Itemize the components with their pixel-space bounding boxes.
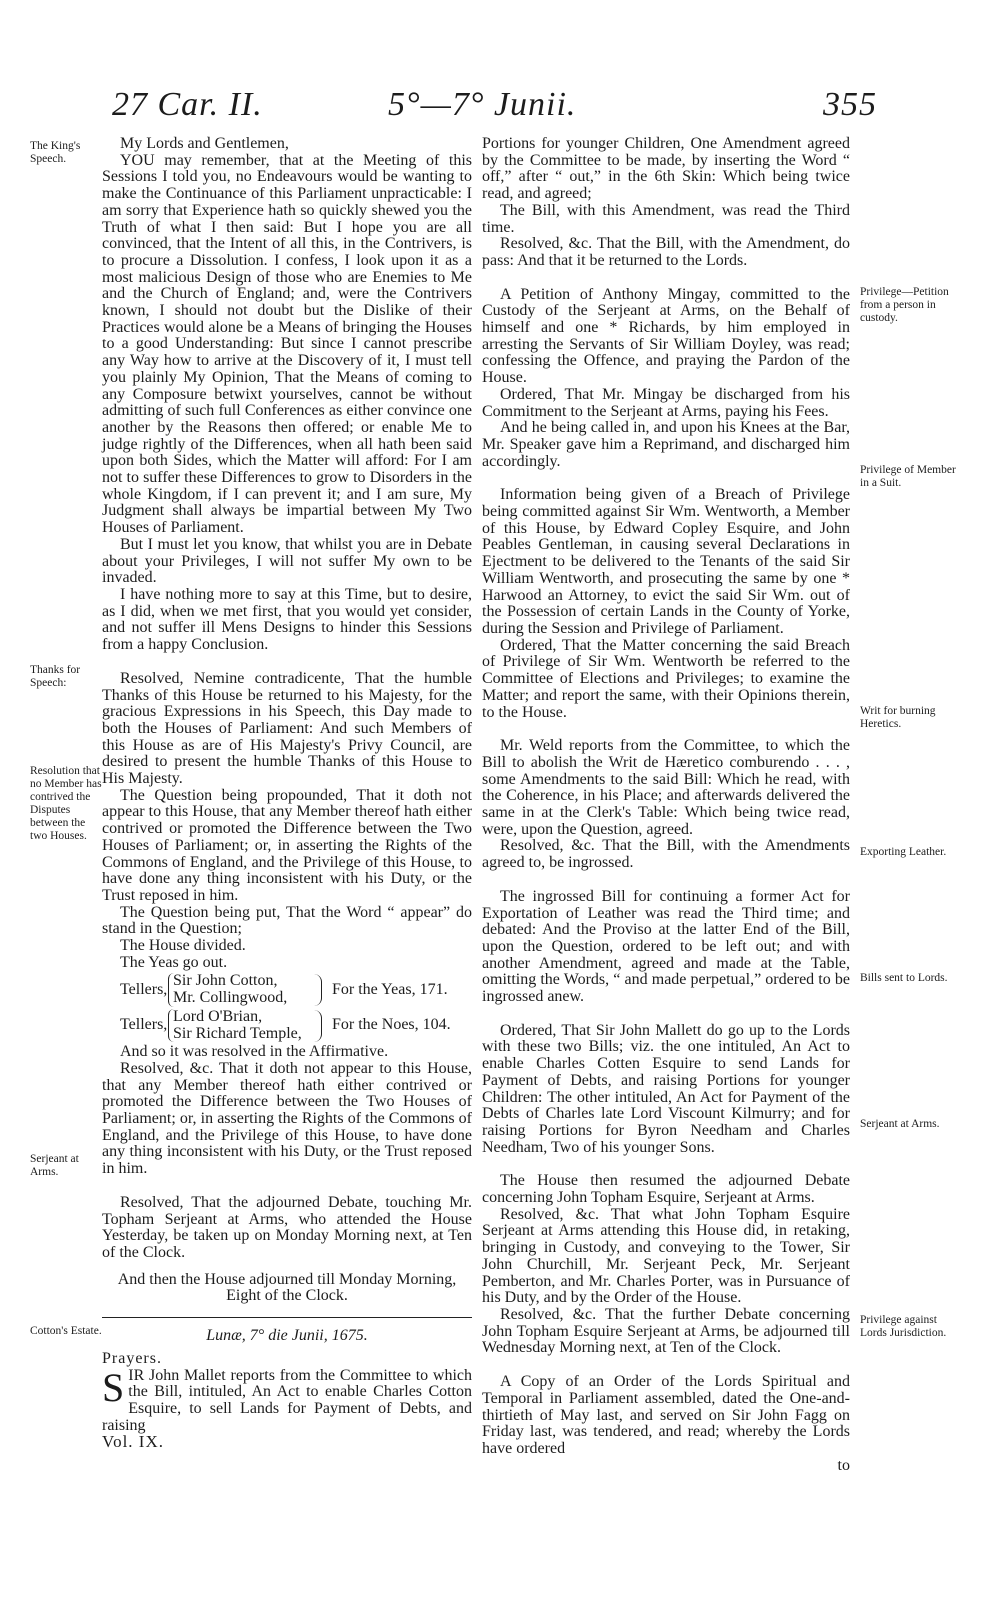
body-paragraph: Resolved, &c. That the Bill, with the Amendments agreed to, be ingrossed. xyxy=(482,837,850,872)
yeas-go-out: The Yeas go out. xyxy=(120,953,228,971)
mallet-report-text: IR John Mallet reports from the Committee to which the Bill, intituled, An Act to enable Charles Cotton Esquire, to sell Lands for Payment of Debts, and raising xyxy=(102,1366,472,1434)
section-rule xyxy=(102,1317,472,1318)
date-heading: Lunæ, 7° die Junii, 1675. xyxy=(206,1327,368,1345)
margin-note-serjeant: Serjeant at Arms. xyxy=(30,1153,79,1178)
margin-note-serjeant-right: Serjeant at Arms. xyxy=(860,1118,940,1130)
teller-name: Lord O'Brian, xyxy=(173,1007,263,1025)
teller-name: Sir Richard Temple, xyxy=(173,1024,302,1042)
header-regnal-year: 27 Car. II. xyxy=(112,86,263,123)
mallett-order: Ordered, That Sir John Mallett do go up to the Lords with these two Bills; viz. the one intituled, An Act to enable Charles Cotten Esquire to send Lands for Payment of Debts, and raising Portions for younger Children: The other intituled, An Act for Payment of the Debts of Charles late Lord Viscount Kilmurry; and for raising Portions for Byron Needham and Charles Needham, Two of his younger Sons. xyxy=(482,1021,850,1156)
resolution-paragraph: Resolved, &c. That it doth not appear to this House, that any Member thereof hath either contrived or promoted the Difference between the Two Houses of Parliament; or, in asserting the Rights of the Commons of England, and the Privilege of this House, to have done any thing inconsistent with his Duty, or the Trust reposed in him. xyxy=(102,1059,472,1178)
right-column xyxy=(482,136,850,1474)
speech-salutation: My Lords and Gentlemen, xyxy=(120,135,289,152)
body-paragraph: Resolved, &c. That the further Debate concerning John Topham Esquire Serjeant at Arms, be adjourned till Wednesday Morning next, at Ten of the Clock. xyxy=(482,1306,850,1357)
topham-debate: The House then resumed the adjourned Debate concerning John Topham Esquire, Serjeant at Arms. xyxy=(482,1172,850,1207)
prayers-heading: Prayers. xyxy=(102,1349,162,1367)
margin-note-cotton: Cotton's Estate. xyxy=(30,1325,102,1337)
left-column xyxy=(102,136,472,1451)
speech-paragraph: I have nothing more to say at this Time, but to desire, as I did, when we met first, that you would yet consider, and not suffer ill Mens Designs to hinder this Sessions from a happy Conclusion. xyxy=(102,585,472,654)
margin-note-leather: Exporting Leather. xyxy=(860,846,947,858)
margin-note-resolution: Resolution that no Member has contrived the Disputes between the two Houses. xyxy=(30,765,102,842)
body-paragraph: Portions for younger Children, One Amendment agreed by the Committee to be made, by inserting the Word “ off,” after “ out,” in the 6th Skin: Which being twice read, and agreed; xyxy=(482,135,850,203)
yeas-vote: For the Yeas, 171. xyxy=(332,980,448,998)
body-paragraph: Ordered, That the Matter concerning the said Breach of Privilege of Sir Wm. Wentworth be referred to the Committee of Elections and Privileges; to examine the Matter; and report the same, with their Opinions therein, to the House. xyxy=(482,636,850,721)
teller-names xyxy=(168,1009,309,1042)
body-paragraph: And he being called in, and upon his Knees at the Bar, Mr. Speaker gave him a Reprimand, and discharged him accordingly. xyxy=(482,419,850,470)
thanks-resolution: Resolved, Nemine contradicente, That the humble Thanks of this House be returned to his Majesty, for the gracious Expressions in his Speech, this Day made to both the Houses of Parliament: And such Members of this House as are of His Majesty's Privy Council, are desired to present the humble Thanks of this House to His Majesty. xyxy=(102,669,472,788)
page-number: 355 xyxy=(823,86,877,123)
question-put: The Question being put, That the Word “ appear” do stand in the Question; xyxy=(102,903,472,938)
body-paragraph: The Bill, with this Amendment, was read the Third time. xyxy=(482,201,850,236)
catchword: to xyxy=(837,1456,850,1474)
margin-note-thanks: Thanks for Speech: xyxy=(30,664,81,689)
brace xyxy=(309,974,322,1006)
house-divided: The House divided. xyxy=(120,937,246,955)
tellers-label: Tellers, xyxy=(120,1016,168,1034)
wentworth-information: Information being given of a Breach of Privilege being committed against Sir Wm. Wentworth, a Member of this House, by Edward Copley Esquire, and John Peables Gentleman, in causing several Declarations in Ejectment to be delivered to the Tenants of the said Sir William Wentworth, and prosecuting the same by one * Harwood an Attorney, to evict the said Sir Wm. out of the Possession of certain Lands in the County of Yorke, during the Session and Privilege of Parliament. xyxy=(482,486,850,637)
margin-note-kings-speech: The King's Speech. xyxy=(30,140,81,165)
mingay-petition: A Petition of Anthony Mingay, committed to the Custody of the Serjeant at Arms, on the Behalf of himself and one * Richards, by him employed in arresting the Servants of Sir William Doyley, was read; confessing the Offence, and praying the Pardon of the House. xyxy=(482,285,850,387)
speech-paragraph: YOU may remember, that at the Meeting of this Sessions I told you, no Endeavours would be wanting to make the Continuance of this Parliament unpracticable: I am sorry that Experience hath so quickly shewed you the Truth of what I then said: But I hope you are all convinced, that the Intent of all this, in the Contrivers, is to procure a Dissolution. I confess, I look upon it as a most malicious Design of those who are Enemies to Me and the Church of England; and, were the Contrivers known, I should not doubt but the Dislike of their Practices would alone be a Means of bringing the Houses to a good Understanding: But since I cannot prescribe any Way how to arrive at the Discovery of it, I must tell you plainly My Opinion, That the Means of coming to any Composure betwixt yourselves, cannot be without admitting of such full Conferences as either convince one another by the Reasons then offered; or enable Me to judge rightly of the Differences, when all hath been said upon both Sides, which the Matter will afford: For I am not to suffer these Differences to grow to Disorders in the whole Kingdom, if I can prevent it; and I am sure, My Judgment shall always be impartial between My Two Houses of Parliament. xyxy=(102,151,472,537)
teller-name: Sir John Cotton, xyxy=(173,972,278,990)
header-date: 5°—7° Junii. xyxy=(388,86,577,123)
speech-paragraph: But I must let you know, that whilst you are in Debate about your Privileges, I will not suffer My own to be invaded. xyxy=(102,535,472,587)
noes-vote: For the Noes, 104. xyxy=(332,1016,451,1034)
lords-order: A Copy of an Order of the Lords Spiritual and Temporal in Parliament assembled, dated the One-and-thirtieth of May last, and served on Sir John Fagg on Friday last, was tendered, and read; whereby the Lords have ordered xyxy=(482,1373,850,1457)
drop-cap: S xyxy=(102,1364,125,1410)
margin-note-privilege-lords: Privilege against Lords Jurisdiction. xyxy=(860,1314,947,1339)
teller-name: Mr. Collingwood, xyxy=(173,989,288,1007)
tellers-label: Tellers, xyxy=(120,980,168,998)
mallet-report xyxy=(102,1364,472,1435)
weld-report: Mr. Weld reports from the Committee, to which the Bill to abolish the Writ de Hæretico comburendo . . . , some Amendments to the said Bill: Which he read, with the Coherence, in his Place; and afterwards delivered the same in at the Clerk's Table: Which being twice read, were, upon the Question, agreed. xyxy=(482,737,850,838)
body-paragraph: Ordered, That Mr. Mingay be discharged from his Commitment to the Serjeant at Arms, paying his Fees. xyxy=(482,385,850,420)
margin-note-writ: Writ for burning Heretics. xyxy=(860,705,936,730)
teller-names xyxy=(168,973,309,1006)
leather-bill: The ingrossed Bill for continuing a former Act for Exportation of Leather was read the Third time; and debated: And the Proviso at the latter End of the Bill, upon the Question, ordered to be left out; and with another Amendment, agreed and made at the Table, omitting the Words, “ and made perpetual,” ordered to be ingrossed anew. xyxy=(482,887,850,1006)
volume-number: Vol. IX. xyxy=(102,1432,164,1452)
brace xyxy=(309,1010,322,1042)
affirmative-result: And so it was resolved in the Affirmative. xyxy=(120,1043,389,1061)
margin-note-privilege-suit: Privilege of Member in a Suit. xyxy=(860,464,956,489)
serjeant-resolution: Resolved, That the adjourned Debate, touching Mr. Topham Serjeant at Arms, who attended the House Yesterday, be taken up on Monday Morning next, at Ten of the Clock. xyxy=(102,1193,472,1261)
tellers-yeas xyxy=(120,973,472,1006)
margin-note-bills-sent: Bills sent to Lords. xyxy=(860,972,948,984)
tellers-noes xyxy=(120,1009,472,1042)
body-paragraph: Resolved, &c. That the Bill, with the Amendment, do pass: And that it be returned to the Lords. xyxy=(482,235,850,269)
margin-note-privilege-petition: Privilege—Petition from a person in custody. xyxy=(860,286,949,324)
adjournment: And then the House adjourned till Monday Morning, Eight of the Clock. xyxy=(117,1270,457,1305)
question-propounded: The Question being propounded, That it doth not appear to this House, that any Member thereof hath either contrived or promoted the Difference between the Two Houses of Parliament; or, in asserting the Rights of the Commons of England, and the Privilege of this House, to have done any thing inconsistent with his Duty, or the Trust reposed in him. xyxy=(102,786,472,904)
body-paragraph: Resolved, &c. That what John Topham Esquire Serjeant at Arms attending this House did, in retaking, bringing in Custody, and conveying to the Tower, Sir John Churchill, Mr. Serjeant Peck, Mr. Serjeant Pemberton, and Mr. Charles Porter, was in Pursuance of his Duty, and by the Order of the House. xyxy=(482,1205,850,1307)
